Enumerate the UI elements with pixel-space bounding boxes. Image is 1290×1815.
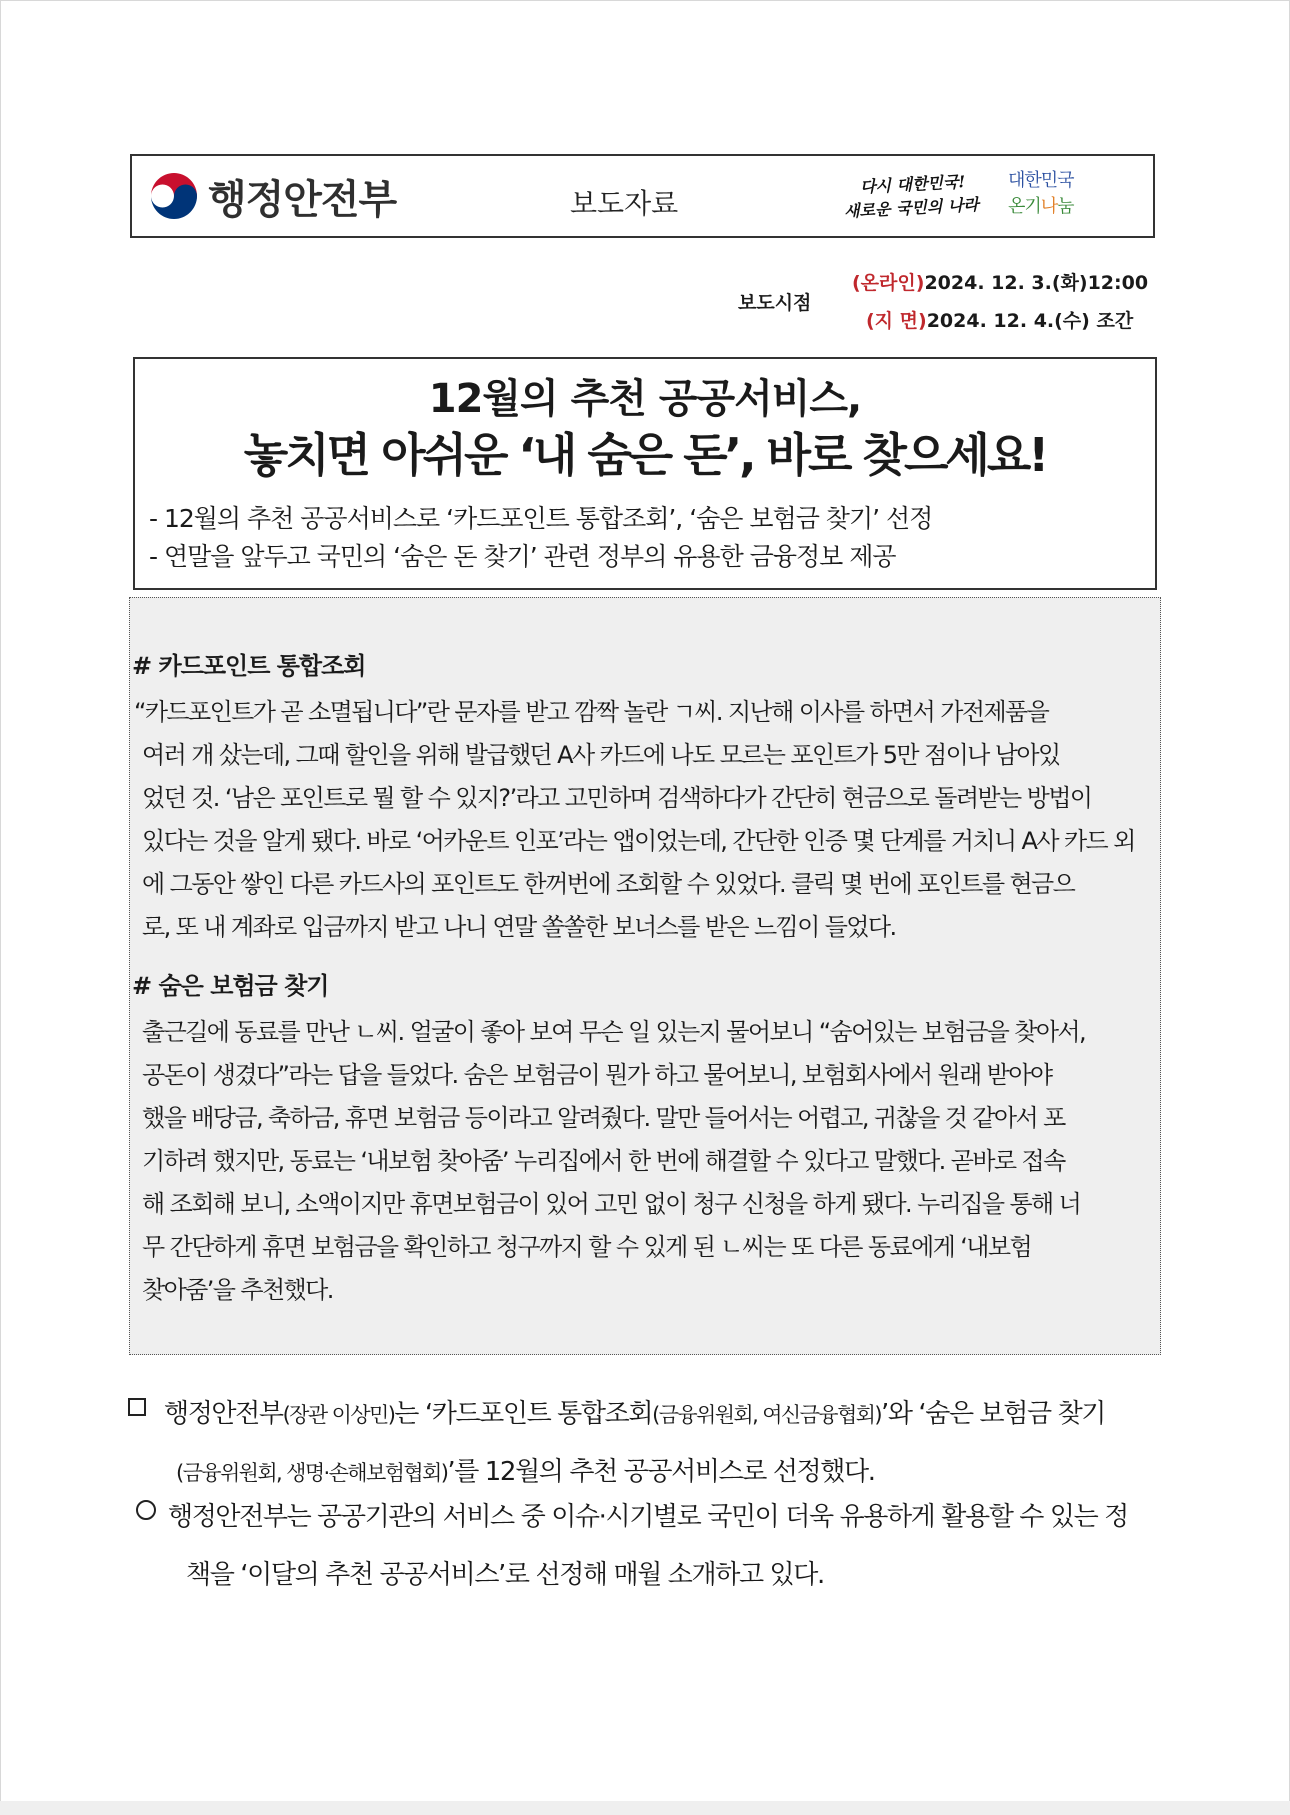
story-line: 있다는 것을 알게 됐다. 바로 ‘어카운트 인포’라는 앱이었는데, 간단한 인증 몇 단계를 거치니 A사 카드 외 [142,827,1135,855]
print-tag: (지 면) [866,310,927,332]
insurance-heading: # 숨은 보험금 찾기 [132,972,329,1000]
minister-note: (장관 이상민) [282,1403,395,1427]
slogan-line-2: 새로운 국민의 나라 [843,194,980,221]
service-2-agency: (금융위원회, 생명·손해보험협회) [176,1461,448,1485]
selection-statement: ’를 12월의 추천 공공서비스로 선정했다. [447,1457,875,1487]
story-line: 출근길에 동료를 만난 ㄴ씨. 얼굴이 좋아 보여 무슨 일 있는지 물어보니 “숨어있는 보험금을 찾아서, [142,1018,1086,1046]
campaign-emblem [1008,168,1108,228]
print-time: 2024. 12. 4.(수) 조간 [926,310,1134,332]
taegeuk-icon [148,170,200,222]
story-line: 여러 개 샀는데, 그때 할인을 위해 발급했던 A사 카드에 나도 모르는 포인트가 5만 점이나 남아있 [142,741,1060,769]
release-label: 보도시점 [738,292,812,314]
service-1: 는 ‘카드포인트 통합조회 [394,1399,653,1429]
service-2: ’와 ‘숨은 보험금 찾기 [880,1399,1106,1429]
story-box [129,597,1161,1355]
story-line: 했을 배당금, 축하금, 휴면 보험금 등이라고 알려줬다. 말만 들어서는 어렵고, 귀찮을 것 같아서 포 [142,1104,1065,1132]
square-bullet-icon [128,1398,146,1416]
online-time: 2024. 12. 3.(화)12:00 [924,272,1149,294]
paragraph-1-line-1 [164,1393,1105,1430]
story-line: 에 그동안 쌓인 다른 카드사의 포인트도 한꺼번에 조회할 수 있었다. 클릭 몇 번에 포인트를 현금으 [142,870,1075,898]
story-line: 해 조회해 보니, 소액이지만 휴면보험금이 있어 고민 없이 청구 신청을 하게 됐다. 누리집을 통해 너 [142,1190,1081,1218]
story-line: 었던 것. ‘남은 포인트로 뭘 할 수 있지?’라고 고민하며 검색하다가 간단히 현금으로 돌려받는 방법이 [142,784,1092,812]
paragraph-2-line-1: 행정안전부는 공공기관의 서비스 중 이슈·시기별로 국민이 더욱 유용하게 활용할 수 있는 정 [168,1502,1128,1532]
slogan-line-1: 다시 대한민국! [859,172,966,197]
story-line: “카드포인트가 곧 소멸됩니다”란 문자를 받고 깜짝 놀란 ㄱ씨. 지난해 이사를 하면서 가전제품을 [134,698,1049,726]
doc-type: 보도자료 [570,187,679,220]
story-line: 무 간단하게 휴면 보험금을 확인하고 청구까지 할 수 있게 된 ㄴ씨는 또 다른 동료에게 ‘내보험 [142,1233,1032,1261]
press-header [130,154,1155,238]
card-point-heading: # 카드포인트 통합조회 [132,652,366,680]
story-line: 기하려 했지만, 동료는 ‘내보험 찾아줌’ 누리집에서 한 번에 해결할 수 있다고 말했다. 곧바로 접속 [142,1147,1065,1175]
story-line: 로, 또 내 계좌로 입금까지 받고 나니 연말 쏠쏠한 보너스를 받은 느낌이 들었다. [142,913,896,941]
circle-bullet-icon [136,1500,156,1520]
ministry-logo [148,164,396,228]
release-online [852,268,1148,295]
headline-box [133,357,1157,590]
ministry-ref: 행정안전부 [164,1399,283,1429]
emblem-line-1: 대한민국 [1008,170,1074,191]
subheading-1: - 12월의 추천 공공서비스로 ‘카드포인트 통합조회’, ‘숨은 보험금 찾기’ 선정 [149,504,933,533]
service-1-agency: (금융위원회, 여신금융협회) [652,1403,881,1427]
headline-line-2: 놓치면 아쉬운 ‘내 숨은 돈’, 바로 찾으세요! [243,428,1047,482]
page-bottom-shade [0,1801,1290,1815]
emblem-line-2: 온기나눔 [1008,196,1074,217]
story-line: 공돈이 생겼다”라는 답을 들었다. 숨은 보험금이 뭔가 하고 물어보니, 보험회사에서 원래 받아야 [142,1061,1052,1089]
story-line: 찾아줌’을 추천했다. [142,1276,333,1304]
online-tag: (온라인) [852,272,925,294]
ministry-name: 행정안전부 [208,176,397,223]
emblem-accent: 나 [1040,196,1058,217]
paragraph-1-line-2 [176,1451,875,1488]
headline-line-1: 12월의 추천 공공서비스, [428,376,862,422]
paragraph-2-line-2: 책을 ‘이달의 추천 공공서비스’로 선정해 매월 소개하고 있다. [186,1560,824,1590]
slogan [844,172,994,228]
release-print [866,306,1133,333]
subheading-2: - 연말을 앞두고 국민의 ‘숨은 돈 찾기’ 관련 정부의 유용한 금융정보 제공 [149,542,896,571]
